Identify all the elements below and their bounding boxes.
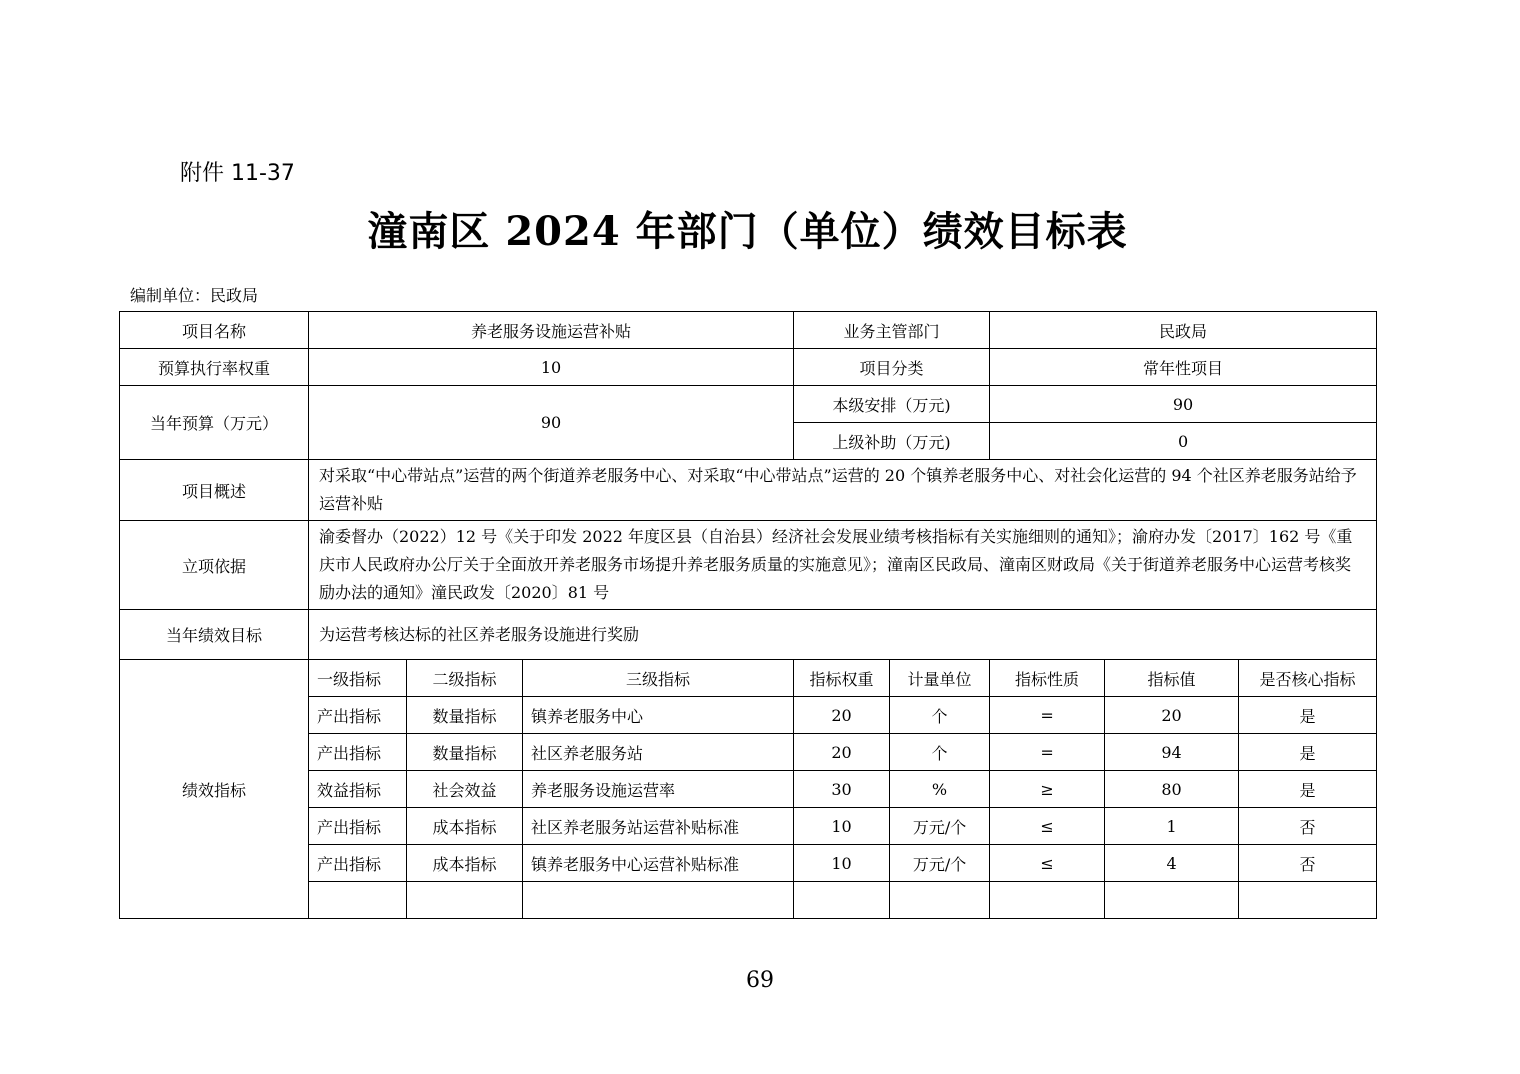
header-level2: 二级指标 — [407, 660, 523, 697]
level1-cell: 产出指标 — [309, 697, 407, 734]
level3-cell: 社区养老服务站运营补贴标准 — [523, 808, 794, 845]
indicator-row — [120, 771, 1377, 808]
empty-cell — [523, 882, 794, 919]
indicator-row-empty — [120, 882, 1377, 919]
value-cell: 80 — [1105, 771, 1239, 808]
empty-cell — [990, 882, 1105, 919]
unit-cell: 万元/个 — [890, 808, 990, 845]
header-level3: 三级指标 — [523, 660, 794, 697]
page-number: 69 — [746, 968, 774, 993]
header-level1: 一级指标 — [309, 660, 407, 697]
header-nature: 指标性质 — [990, 660, 1105, 697]
level1-cell: 产出指标 — [309, 734, 407, 771]
category-value: 常年性项目 — [990, 349, 1377, 386]
indicator-row — [120, 808, 1377, 845]
document-title: 潼南区 2024 年部门（单位）绩效目标表 — [367, 208, 1128, 255]
level1-cell: 产出指标 — [309, 845, 407, 882]
nature-cell: ≤ — [990, 845, 1105, 882]
indicator-row — [120, 734, 1377, 771]
header-core: 是否核心指标 — [1239, 660, 1377, 697]
core-cell: 否 — [1239, 808, 1377, 845]
attachment-label: 附件 11-37 — [180, 161, 295, 186]
level3-cell: 社区养老服务站 — [523, 734, 794, 771]
budget-weight-label: 预算执行率权重 — [120, 349, 309, 386]
level3-cell: 养老服务设施运营率 — [523, 771, 794, 808]
level3-cell: 镇养老服务中心运营补贴标准 — [523, 845, 794, 882]
annual-budget-value: 90 — [309, 386, 794, 460]
empty-cell — [1105, 882, 1239, 919]
nature-cell: ≤ — [990, 808, 1105, 845]
level2-cell: 数量指标 — [407, 734, 523, 771]
local-budget-label: 本级安排（万元) — [794, 386, 990, 423]
level1-cell: 效益指标 — [309, 771, 407, 808]
weight-cell: 30 — [794, 771, 890, 808]
indicator-row — [120, 845, 1377, 882]
value-cell: 4 — [1105, 845, 1239, 882]
core-cell: 是 — [1239, 734, 1377, 771]
empty-cell — [407, 882, 523, 919]
superior-subsidy-label: 上级补助（万元) — [794, 423, 990, 460]
level1-cell: 产出指标 — [309, 808, 407, 845]
goal-text: 为运营考核达标的社区养老服务设施进行奖励 — [309, 610, 1377, 660]
weight-cell: 10 — [794, 808, 890, 845]
unit-cell: % — [890, 771, 990, 808]
core-cell: 是 — [1239, 697, 1377, 734]
goal-label: 当年绩效目标 — [120, 610, 309, 660]
weight-cell: 20 — [794, 734, 890, 771]
local-budget-value: 90 — [990, 386, 1377, 423]
overview-text: 对采取“中心带站点”运营的两个街道养老服务中心、对采取“中心带站点”运营的 20 个镇养老服务中心、对社会化运营的 94 个社区养老服务站给予运营补贴 — [309, 460, 1377, 521]
empty-cell — [309, 882, 407, 919]
weight-cell: 20 — [794, 697, 890, 734]
nature-cell: ≥ — [990, 771, 1105, 808]
value-cell: 1 — [1105, 808, 1239, 845]
basis-label: 立项依据 — [120, 521, 309, 610]
category-label: 项目分类 — [794, 349, 990, 386]
level2-cell: 社会效益 — [407, 771, 523, 808]
indicator-row — [120, 697, 1377, 734]
header-weight: 指标权重 — [794, 660, 890, 697]
header-value: 指标值 — [1105, 660, 1239, 697]
superior-subsidy-value: 0 — [990, 423, 1377, 460]
unit-cell: 个 — [890, 734, 990, 771]
level2-cell: 成本指标 — [407, 808, 523, 845]
budget-weight-value: 10 — [309, 349, 794, 386]
nature-cell: = — [990, 734, 1105, 771]
project-name-label: 项目名称 — [120, 312, 309, 349]
level2-cell: 数量指标 — [407, 697, 523, 734]
compiling-unit: 编制单位：民政局 — [130, 286, 259, 305]
annual-budget-label: 当年预算（万元） — [120, 386, 309, 460]
weight-cell: 10 — [794, 845, 890, 882]
performance-target-table — [119, 311, 1377, 919]
overview-label: 项目概述 — [120, 460, 309, 521]
indicators-label: 绩效指标 — [120, 660, 309, 919]
value-cell: 20 — [1105, 697, 1239, 734]
project-name: 养老服务设施运营补贴 — [309, 312, 794, 349]
value-cell: 94 — [1105, 734, 1239, 771]
empty-cell — [1239, 882, 1377, 919]
header-unit: 计量单位 — [890, 660, 990, 697]
dept-label: 业务主管部门 — [794, 312, 990, 349]
level2-cell: 成本指标 — [407, 845, 523, 882]
unit-cell: 万元/个 — [890, 845, 990, 882]
nature-cell: = — [990, 697, 1105, 734]
basis-text: 渝委督办（2022）12 号《关于印发 2022 年度区县（自治县）经济社会发展业绩考核指标有关实施细则的通知》；渝府办发〔2017〕162 号《重庆市人民政府办公厅关于全面放开养老服务市场提升养老服务质量的实施意见》；潼南区民政局、潼南区财政局《关于街道养老服务中心运营考核奖励办法的通知》潼民政发〔2020〕81 号 — [309, 521, 1377, 610]
unit-cell: 个 — [890, 697, 990, 734]
empty-cell — [890, 882, 990, 919]
core-cell: 是 — [1239, 771, 1377, 808]
empty-cell — [794, 882, 890, 919]
dept-value: 民政局 — [990, 312, 1377, 349]
level3-cell: 镇养老服务中心 — [523, 697, 794, 734]
core-cell: 否 — [1239, 845, 1377, 882]
